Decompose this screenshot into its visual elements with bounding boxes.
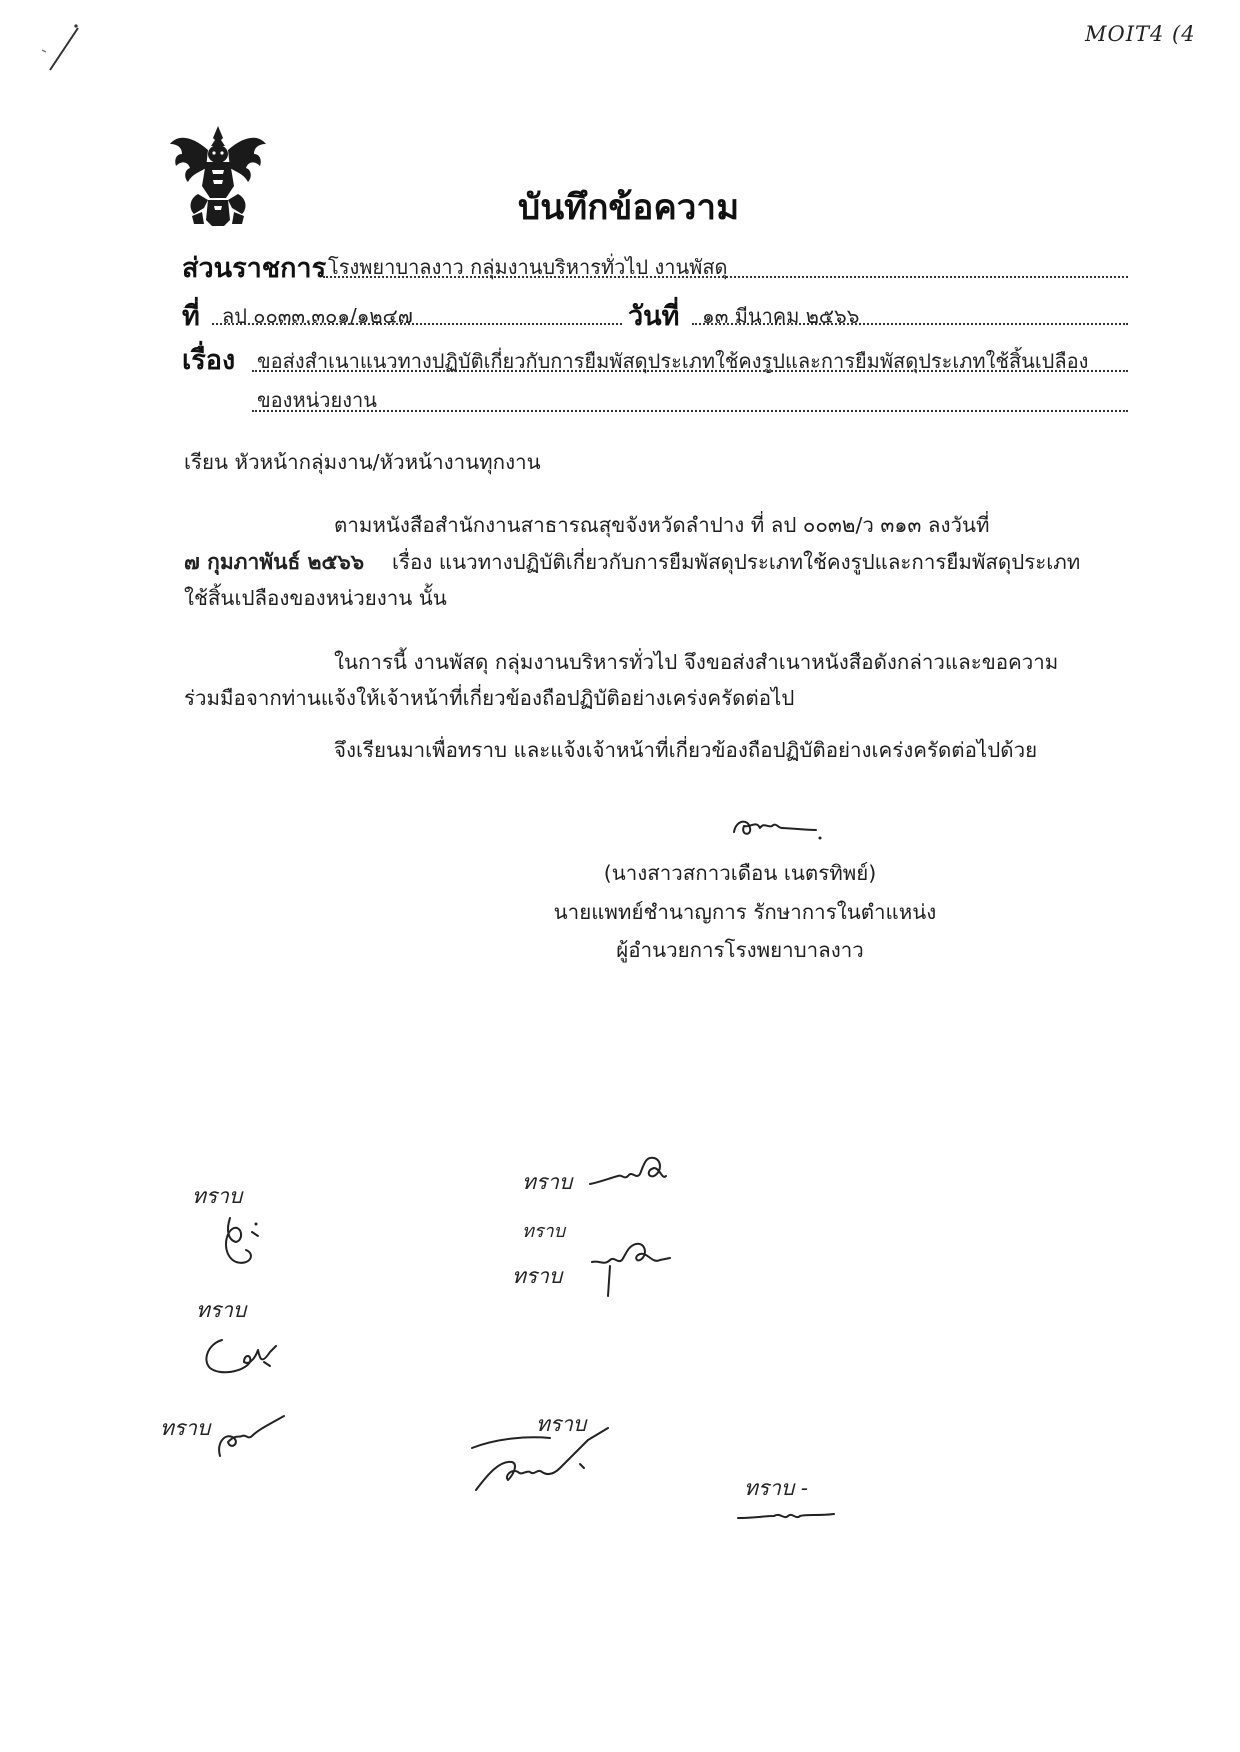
subject-label: เรื่อง (182, 345, 236, 376)
pen-mark-icon (30, 20, 90, 80)
handwritten-signature-5-icon (590, 1232, 680, 1302)
date-label: วันที่ (628, 301, 680, 332)
director-signature-icon (730, 806, 830, 846)
handwritten-note-5: ทราบ (522, 1221, 566, 1242)
closing-sentence: จึงเรียนมาเพื่อทราบ และแจ้งเจ้าหน้าที่เกี่ยวข้องถือปฏิบัติอย่างเคร่งครัดต่อไปด้วย (334, 738, 1038, 762)
salutation: เรียน หัวหน้ากลุ่มงาน/หัวหน้างานทุกงาน (184, 450, 541, 474)
agency-value: โรงพยาบาลงาว กลุ่มงานบริหารทั่วไป งานพัสดุ (328, 255, 728, 279)
garuda-emblem-icon (168, 124, 268, 228)
handwritten-note-4: ทราบ (522, 1170, 573, 1194)
ref-number: ลป ๐๐๓๓.๓๐๑/๑๒๔๗ (222, 304, 413, 328)
memo-title: บันทึกข้อความ (518, 188, 740, 228)
handwritten-signature-1-icon (216, 1210, 276, 1274)
handwritten-note-1: ทราบ (192, 1184, 243, 1208)
subject-dotted-line-2 (252, 410, 1128, 412)
handwritten-note-2: ทราบ (196, 1298, 247, 1322)
handwritten-signature-6-icon (468, 1424, 628, 1500)
handwritten-signature-4-icon (588, 1150, 678, 1196)
handwritten-signature-2-icon (200, 1332, 290, 1380)
paragraph1-line3: ใช้สิ้นเปลืองของหน่วยงาน นั้น (184, 586, 447, 610)
agency-label: ส่วนราชการ (182, 253, 327, 284)
handwritten-note-8: ทราบ - (744, 1476, 809, 1500)
agency-dotted-line (323, 276, 1128, 278)
paragraph1-line2: เรื่อง แนวทางปฏิบัติเกี่ยวกับการยืมพัสดุประเภทใช้คงรูปและการยืมพัสดุประเภท (392, 550, 1081, 574)
signatory-name: (นางสาวสกาวเดือน เนตรทิพย์) (603, 861, 877, 885)
paragraph2-line2: ร่วมมือจากท่านแจ้งให้เจ้าหน้าที่เกี่ยวข้องถือปฏิบัติอย่างเคร่งครัดต่อไป (184, 686, 795, 710)
subject-line-2: ของหน่วยงาน (257, 388, 377, 412)
corner-note: MOIT4 (4 (1085, 22, 1196, 46)
paragraph2-line1: ในการนี้ งานพัสดุ กลุ่มงานบริหารทั่วไป จึงขอส่งสำเนาหนังสือดังกล่าวและขอความ (334, 650, 1059, 674)
signatory-position: นายแพทย์ชำนาญการ รักษาการในตำแหน่ง (553, 900, 937, 924)
date-value: ๑๓ มีนาคม ๒๕๖๖ (702, 304, 860, 328)
handwritten-note-3: ทราบ (160, 1416, 211, 1440)
signatory-organization: ผู้อำนวยการโรงพยาบาลงาว (616, 938, 864, 962)
paragraph1-line1: ตามหนังสือสำนักงานสาธารณสุขจังหวัดลำปาง ที่ ลป ๐๐๓๒/ว ๓๑๓ ลงวันที่ (334, 513, 990, 537)
ref-dotted-line (212, 323, 622, 325)
ref-label: ที่ (182, 301, 200, 332)
date-dotted-line (692, 323, 1128, 325)
handwritten-date: ๗ กุมภาพันธ์ ๒๕๖๖ (184, 550, 365, 574)
handwritten-note-6: ทราบ (512, 1264, 563, 1288)
handwritten-note-7: ทราบ (536, 1412, 587, 1436)
subject-line-1: ขอส่งสำเนาแนวทางปฏิบัติเกี่ยวกับการยืมพัสดุประเภทใช้คงรูปและการยืมพัสดุประเภทใช้สิ้นเปลือง (257, 349, 1089, 373)
handwritten-signature-3-icon (210, 1408, 290, 1464)
subject-dotted-line-1 (252, 370, 1128, 372)
handwritten-signature-7-icon (734, 1504, 844, 1528)
